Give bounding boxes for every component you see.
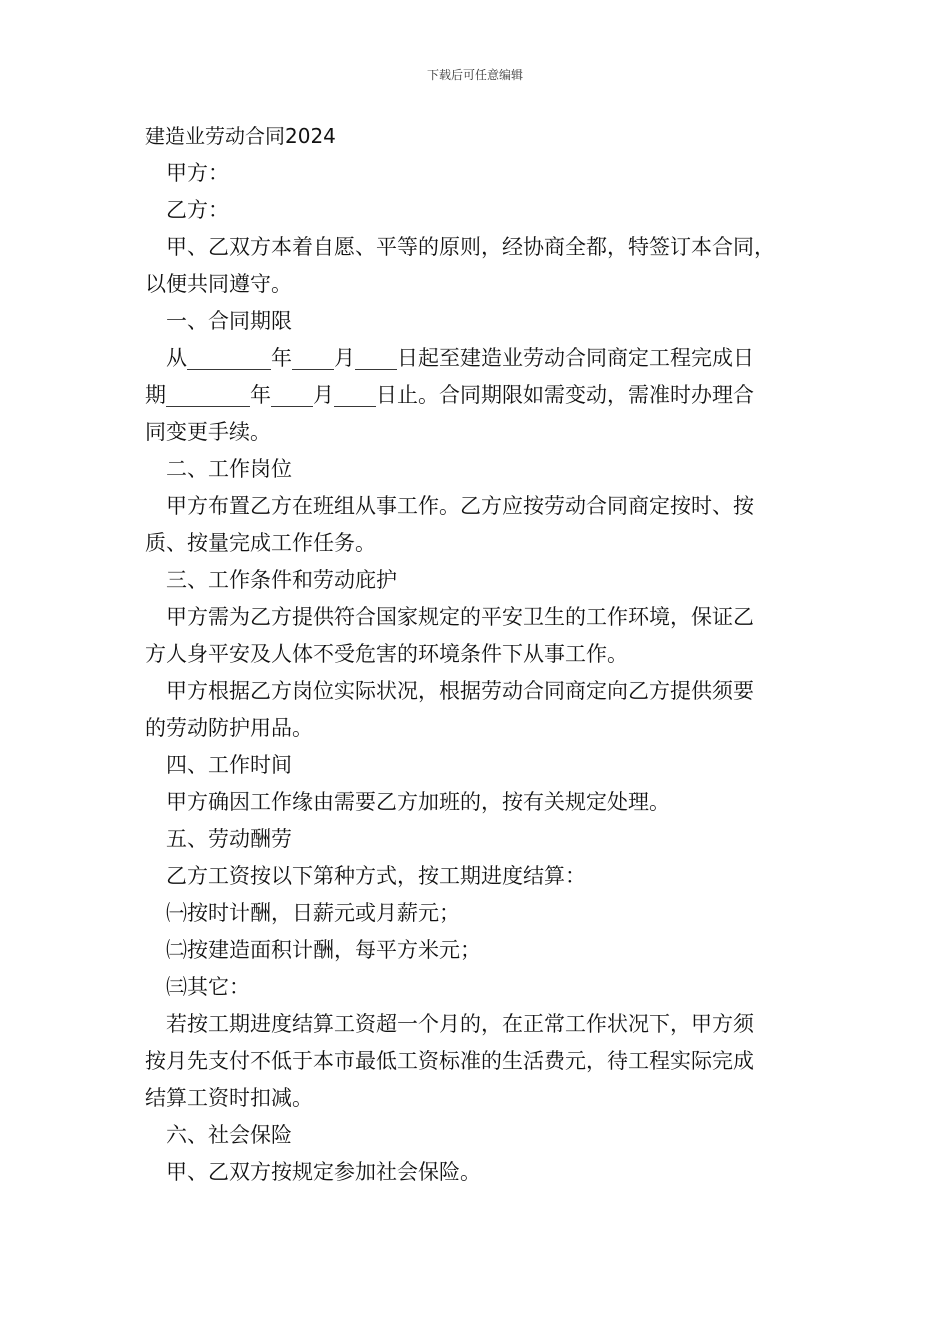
text-line: 乙方工资按以下第种方式，按工期进度结算：: [166, 864, 586, 888]
document-title: 建造业劳动合同2024: [145, 124, 336, 148]
text-line: ㈠按时计酬，日薪元或月薪元；: [166, 901, 460, 925]
text-line: 二、工作岗位: [166, 457, 292, 481]
text-line: 四、工作时间: [166, 753, 292, 777]
text-line: 同变更手续。: [145, 420, 271, 444]
text-line: 期________年____月____日止。合同期限如需变动，需准时办理合: [145, 383, 754, 407]
document-body: [145, 118, 835, 1191]
text-line: 一、合同期限: [166, 309, 292, 333]
text-line: 甲方确因工作缘由需要乙方加班的，按有关规定处理。: [166, 790, 670, 814]
text-line: 方人身平安及人体不受危害的环境条件下从事工作。: [145, 642, 628, 666]
text-line: 三、工作条件和劳动庇护: [166, 568, 397, 592]
text-line: 质、按量完成工作任务。: [145, 531, 376, 555]
text-line: 甲方需为乙方提供符合国家规定的平安卫生的工作环境，保证乙: [166, 605, 754, 629]
text-line: 五、劳动酬劳: [166, 827, 292, 851]
text-line: 从________年____月____日起至建造业劳动合同商定工程完成日: [166, 346, 754, 370]
text-line: 甲、乙双方按规定参加社会保险。: [166, 1160, 481, 1184]
text-line: 甲方：: [166, 161, 229, 185]
text-line: 甲、乙双方本着自愿、平等的原则，经协商全都，特签订本合同，: [166, 235, 775, 259]
text-line: 结算工资时扣减。: [145, 1086, 313, 1110]
text-line: 以便共同遵守。: [145, 272, 292, 296]
text-line: 的劳动防护用品。: [145, 716, 313, 740]
text-line: ㈢其它：: [166, 975, 250, 999]
text-line: 乙方：: [166, 198, 229, 222]
text-line: ㈡按建造面积计酬，每平方米元；: [166, 938, 481, 962]
page-header-note: 下载后可任意编辑: [426, 68, 523, 82]
document-lines: [145, 155, 835, 1191]
text-line: 六、社会保险: [166, 1123, 292, 1147]
text-line: 若按工期进度结算工资超一个月的，在正常工作状况下，甲方须: [166, 1012, 754, 1036]
text-line: 甲方根据乙方岗位实际状况，根据劳动合同商定向乙方提供须要: [166, 679, 754, 703]
text-line: 按月先支付不低于本市最低工资标准的生活费元，待工程实际完成: [145, 1049, 754, 1073]
text-line: 甲方布置乙方在班组从事工作。乙方应按劳动合同商定按时、按: [166, 494, 754, 518]
